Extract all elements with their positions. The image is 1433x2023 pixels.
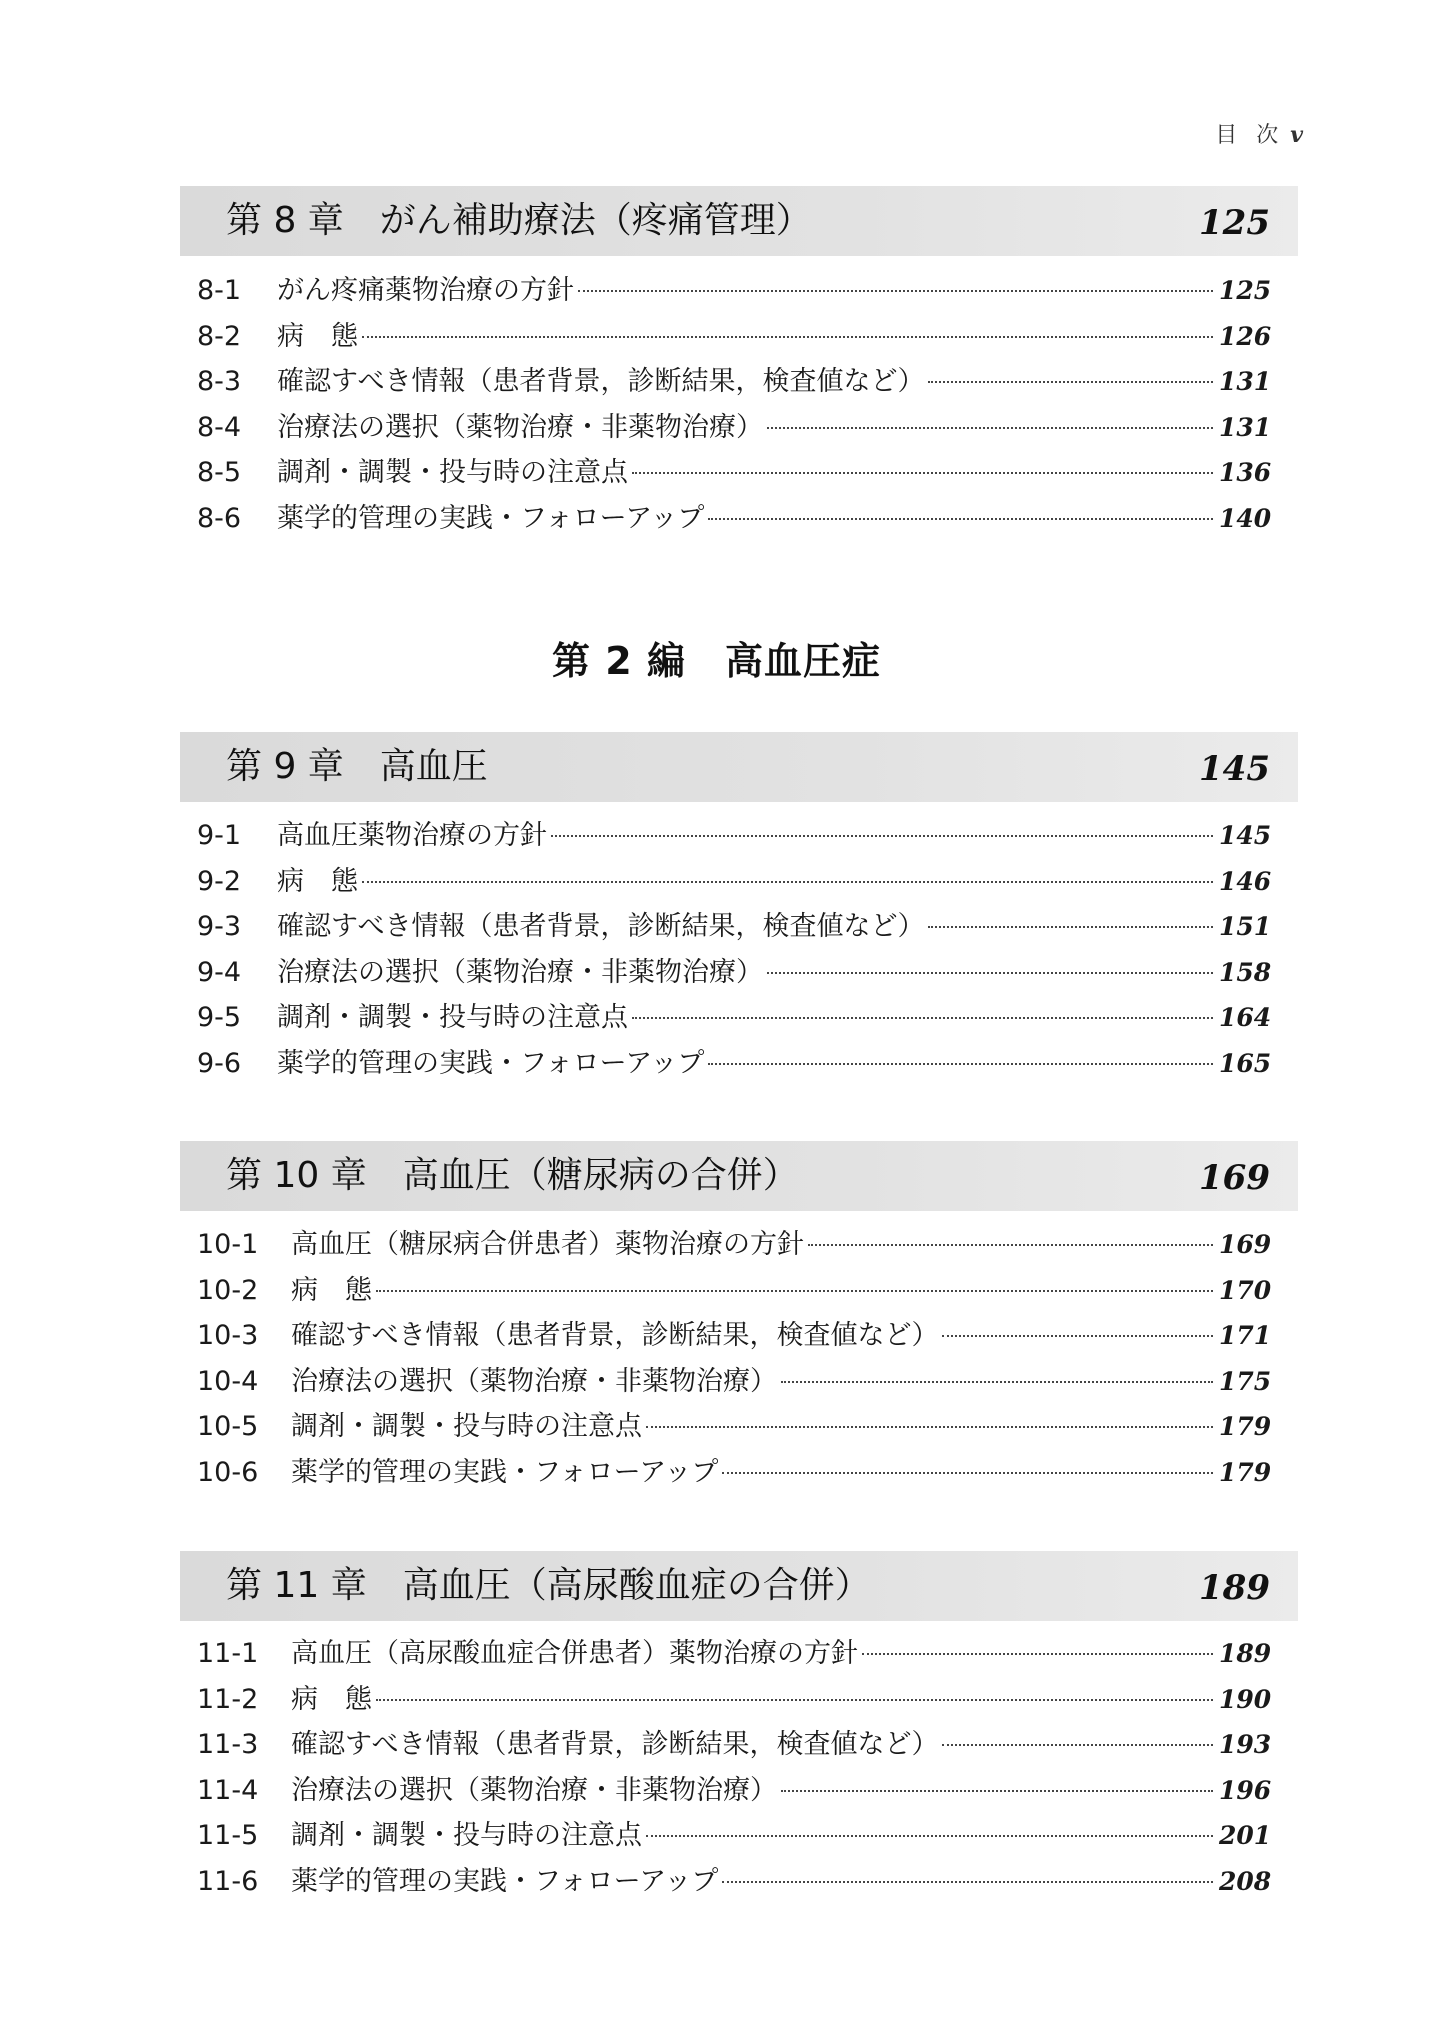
section-page-number: 179 xyxy=(1219,1412,1272,1442)
section-page-number: 146 xyxy=(1219,866,1272,896)
toc-entry[interactable] xyxy=(197,1631,1271,1677)
dot-leader xyxy=(632,1017,1213,1019)
toc-entry[interactable] xyxy=(197,1722,1271,1768)
section-number: 11-2 xyxy=(197,1683,259,1715)
section-title: 確認すべき情報（患者背景，診断結果，検査値など） xyxy=(277,366,925,398)
dot-leader xyxy=(376,1290,1213,1292)
toc-entry[interactable] xyxy=(197,1359,1271,1405)
dot-leader xyxy=(767,427,1213,429)
section-number: 9-5 xyxy=(197,1002,242,1034)
part-title: 第 2 編 高血圧症 xyxy=(552,639,881,683)
section-list xyxy=(197,1222,1271,1496)
chapter-title: 第 10 章 高血圧（糖尿病の合併） xyxy=(226,1155,799,1196)
section-title: 調剤・調製・投与時の注意点 xyxy=(291,1820,642,1852)
running-header-label: 目 次 xyxy=(1215,123,1285,148)
section-number: 11-1 xyxy=(197,1638,259,1669)
toc-entry[interactable] xyxy=(197,995,1271,1041)
toc-entry[interactable] xyxy=(197,904,1271,950)
dot-leader xyxy=(362,336,1213,338)
section-page-number: 193 xyxy=(1219,1730,1272,1760)
section-title: 高血圧（高尿酸血症合併患者）薬物治療の方針 xyxy=(291,1638,858,1669)
chapter-page-number: 125 xyxy=(1199,203,1270,243)
section-page-number: 126 xyxy=(1219,321,1272,351)
toc-entry[interactable] xyxy=(197,1450,1271,1496)
dot-leader xyxy=(646,1835,1213,1837)
section-number: 9-2 xyxy=(197,865,242,897)
chapter-title: 第 8 章 がん補助療法（疼痛管理） xyxy=(226,200,812,241)
section-number: 10-4 xyxy=(197,1365,259,1397)
section-title: 調剤・調製・投与時の注意点 xyxy=(277,1002,628,1034)
chapter-header xyxy=(180,1551,1298,1621)
toc-entry[interactable] xyxy=(197,1313,1271,1359)
running-header xyxy=(1215,118,1303,149)
section-title: 治療法の選択（薬物治療・非薬物治療） xyxy=(277,411,763,443)
section-number: 9-1 xyxy=(197,820,242,851)
section-number: 11-4 xyxy=(197,1774,259,1806)
section-title: 確認すべき情報（患者背景，診断結果，検査値など） xyxy=(291,1729,939,1761)
dot-leader xyxy=(928,381,1213,383)
section-page-number: 140 xyxy=(1219,503,1272,533)
dot-leader xyxy=(808,1244,1213,1246)
section-page-number: 175 xyxy=(1219,1366,1272,1396)
section-number: 9-6 xyxy=(197,1047,242,1079)
toc-entry[interactable] xyxy=(197,450,1271,496)
section-page-number: 136 xyxy=(1219,458,1272,488)
section-number: 8-4 xyxy=(197,411,242,443)
dot-leader xyxy=(942,1744,1213,1746)
dot-leader xyxy=(551,835,1213,837)
section-page-number: 131 xyxy=(1219,412,1272,442)
section-page-number: 171 xyxy=(1219,1321,1272,1351)
section-page-number: 164 xyxy=(1219,1003,1272,1033)
section-title: 病 態 xyxy=(277,865,358,897)
section-list xyxy=(197,813,1271,1087)
section-number: 10-5 xyxy=(197,1411,259,1443)
section-title: 確認すべき情報（患者背景，診断結果，検査値など） xyxy=(277,911,925,943)
section-title: 病 態 xyxy=(291,1274,372,1306)
toc-entry[interactable] xyxy=(197,1404,1271,1450)
dot-leader xyxy=(362,881,1213,883)
chapter-page-number: 145 xyxy=(1199,749,1270,789)
section-title: 調剤・調製・投与時の注意点 xyxy=(277,457,628,489)
toc-entry[interactable] xyxy=(197,1859,1271,1905)
section-title: 治療法の選択（薬物治療・非薬物治療） xyxy=(291,1774,777,1806)
section-title: 薬学的管理の実践・フォローアップ xyxy=(291,1456,719,1488)
section-page-number: 201 xyxy=(1219,1821,1272,1851)
section-title: 薬学的管理の実践・フォローアップ xyxy=(277,1047,705,1079)
dot-leader xyxy=(708,1063,1213,1065)
section-list xyxy=(197,268,1271,542)
section-number: 8-1 xyxy=(197,275,242,306)
dot-leader xyxy=(928,926,1213,928)
section-page-number: 189 xyxy=(1219,1639,1272,1668)
dot-leader xyxy=(722,1881,1213,1883)
section-page-number: 179 xyxy=(1219,1457,1272,1487)
section-title: 病 態 xyxy=(291,1683,372,1715)
toc-entry[interactable] xyxy=(197,359,1271,405)
section-title: 治療法の選択（薬物治療・非薬物治療） xyxy=(277,956,763,988)
section-number: 8-6 xyxy=(197,502,242,534)
chapter-page-number: 189 xyxy=(1199,1568,1270,1608)
toc-entry[interactable] xyxy=(197,859,1271,905)
toc-entry[interactable] xyxy=(197,268,1271,314)
dot-leader xyxy=(942,1335,1213,1337)
chapter-title: 第 9 章 高血圧 xyxy=(226,746,488,787)
toc-entry[interactable] xyxy=(197,1677,1271,1723)
section-page-number: 190 xyxy=(1219,1684,1272,1714)
section-number: 8-5 xyxy=(197,457,242,489)
section-page-number: 131 xyxy=(1219,367,1272,397)
dot-leader xyxy=(781,1381,1213,1383)
chapter-title: 第 11 章 高血圧（高尿酸血症の合併） xyxy=(226,1565,871,1606)
dot-leader xyxy=(376,1699,1213,1701)
toc-entry[interactable] xyxy=(197,1222,1271,1268)
dot-leader xyxy=(767,972,1213,974)
toc-entry[interactable] xyxy=(197,950,1271,996)
section-number: 8-2 xyxy=(197,320,242,352)
section-title: 高血圧（糖尿病合併患者）薬物治療の方針 xyxy=(291,1229,804,1260)
section-title: 病 態 xyxy=(277,320,358,352)
toc-entry[interactable] xyxy=(197,1768,1271,1814)
section-page-number: 169 xyxy=(1219,1230,1272,1259)
dot-leader xyxy=(632,472,1213,474)
dot-leader xyxy=(722,1472,1213,1474)
section-number: 9-4 xyxy=(197,956,242,988)
chapter-header xyxy=(180,1141,1298,1211)
page-folio: v xyxy=(1290,122,1303,148)
dot-leader xyxy=(781,1790,1213,1792)
section-number: 10-1 xyxy=(197,1229,259,1260)
section-page-number: 145 xyxy=(1219,821,1272,850)
section-title: 調剤・調製・投与時の注意点 xyxy=(291,1411,642,1443)
dot-leader xyxy=(708,518,1213,520)
toc-entry[interactable] xyxy=(197,314,1271,360)
toc-entry[interactable] xyxy=(197,1813,1271,1859)
section-page-number: 165 xyxy=(1219,1048,1272,1078)
toc-entry[interactable] xyxy=(197,496,1271,542)
section-title: 薬学的管理の実践・フォローアップ xyxy=(291,1865,719,1897)
section-page-number: 196 xyxy=(1219,1775,1272,1805)
section-number: 10-3 xyxy=(197,1320,259,1352)
section-page-number: 208 xyxy=(1219,1866,1272,1896)
section-number: 9-3 xyxy=(197,911,242,943)
section-page-number: 125 xyxy=(1219,276,1272,305)
toc-entry[interactable] xyxy=(197,1268,1271,1314)
section-number: 10-2 xyxy=(197,1274,259,1306)
section-title: 治療法の選択（薬物治療・非薬物治療） xyxy=(291,1365,777,1397)
chapter-header xyxy=(180,186,1298,256)
section-number: 11-6 xyxy=(197,1865,259,1897)
chapter-header xyxy=(180,732,1298,802)
toc-entry[interactable] xyxy=(197,405,1271,451)
section-title: 確認すべき情報（患者背景，診断結果，検査値など） xyxy=(291,1320,939,1352)
dot-leader xyxy=(862,1653,1213,1655)
dot-leader xyxy=(646,1426,1213,1428)
toc-entry[interactable] xyxy=(197,813,1271,859)
section-number: 8-3 xyxy=(197,366,242,398)
section-number: 11-3 xyxy=(197,1729,259,1761)
section-list xyxy=(197,1631,1271,1905)
section-page-number: 151 xyxy=(1219,912,1272,942)
section-title: がん疼痛薬物治療の方針 xyxy=(277,275,574,306)
section-page-number: 158 xyxy=(1219,957,1272,987)
section-page-number: 170 xyxy=(1219,1275,1272,1305)
dot-leader xyxy=(578,290,1213,292)
section-number: 11-5 xyxy=(197,1820,259,1852)
chapter-page-number: 169 xyxy=(1199,1158,1270,1198)
section-title: 薬学的管理の実践・フォローアップ xyxy=(277,502,705,534)
section-title: 高血圧薬物治療の方針 xyxy=(277,820,547,851)
toc-entry[interactable] xyxy=(197,1041,1271,1087)
section-number: 10-6 xyxy=(197,1456,259,1488)
